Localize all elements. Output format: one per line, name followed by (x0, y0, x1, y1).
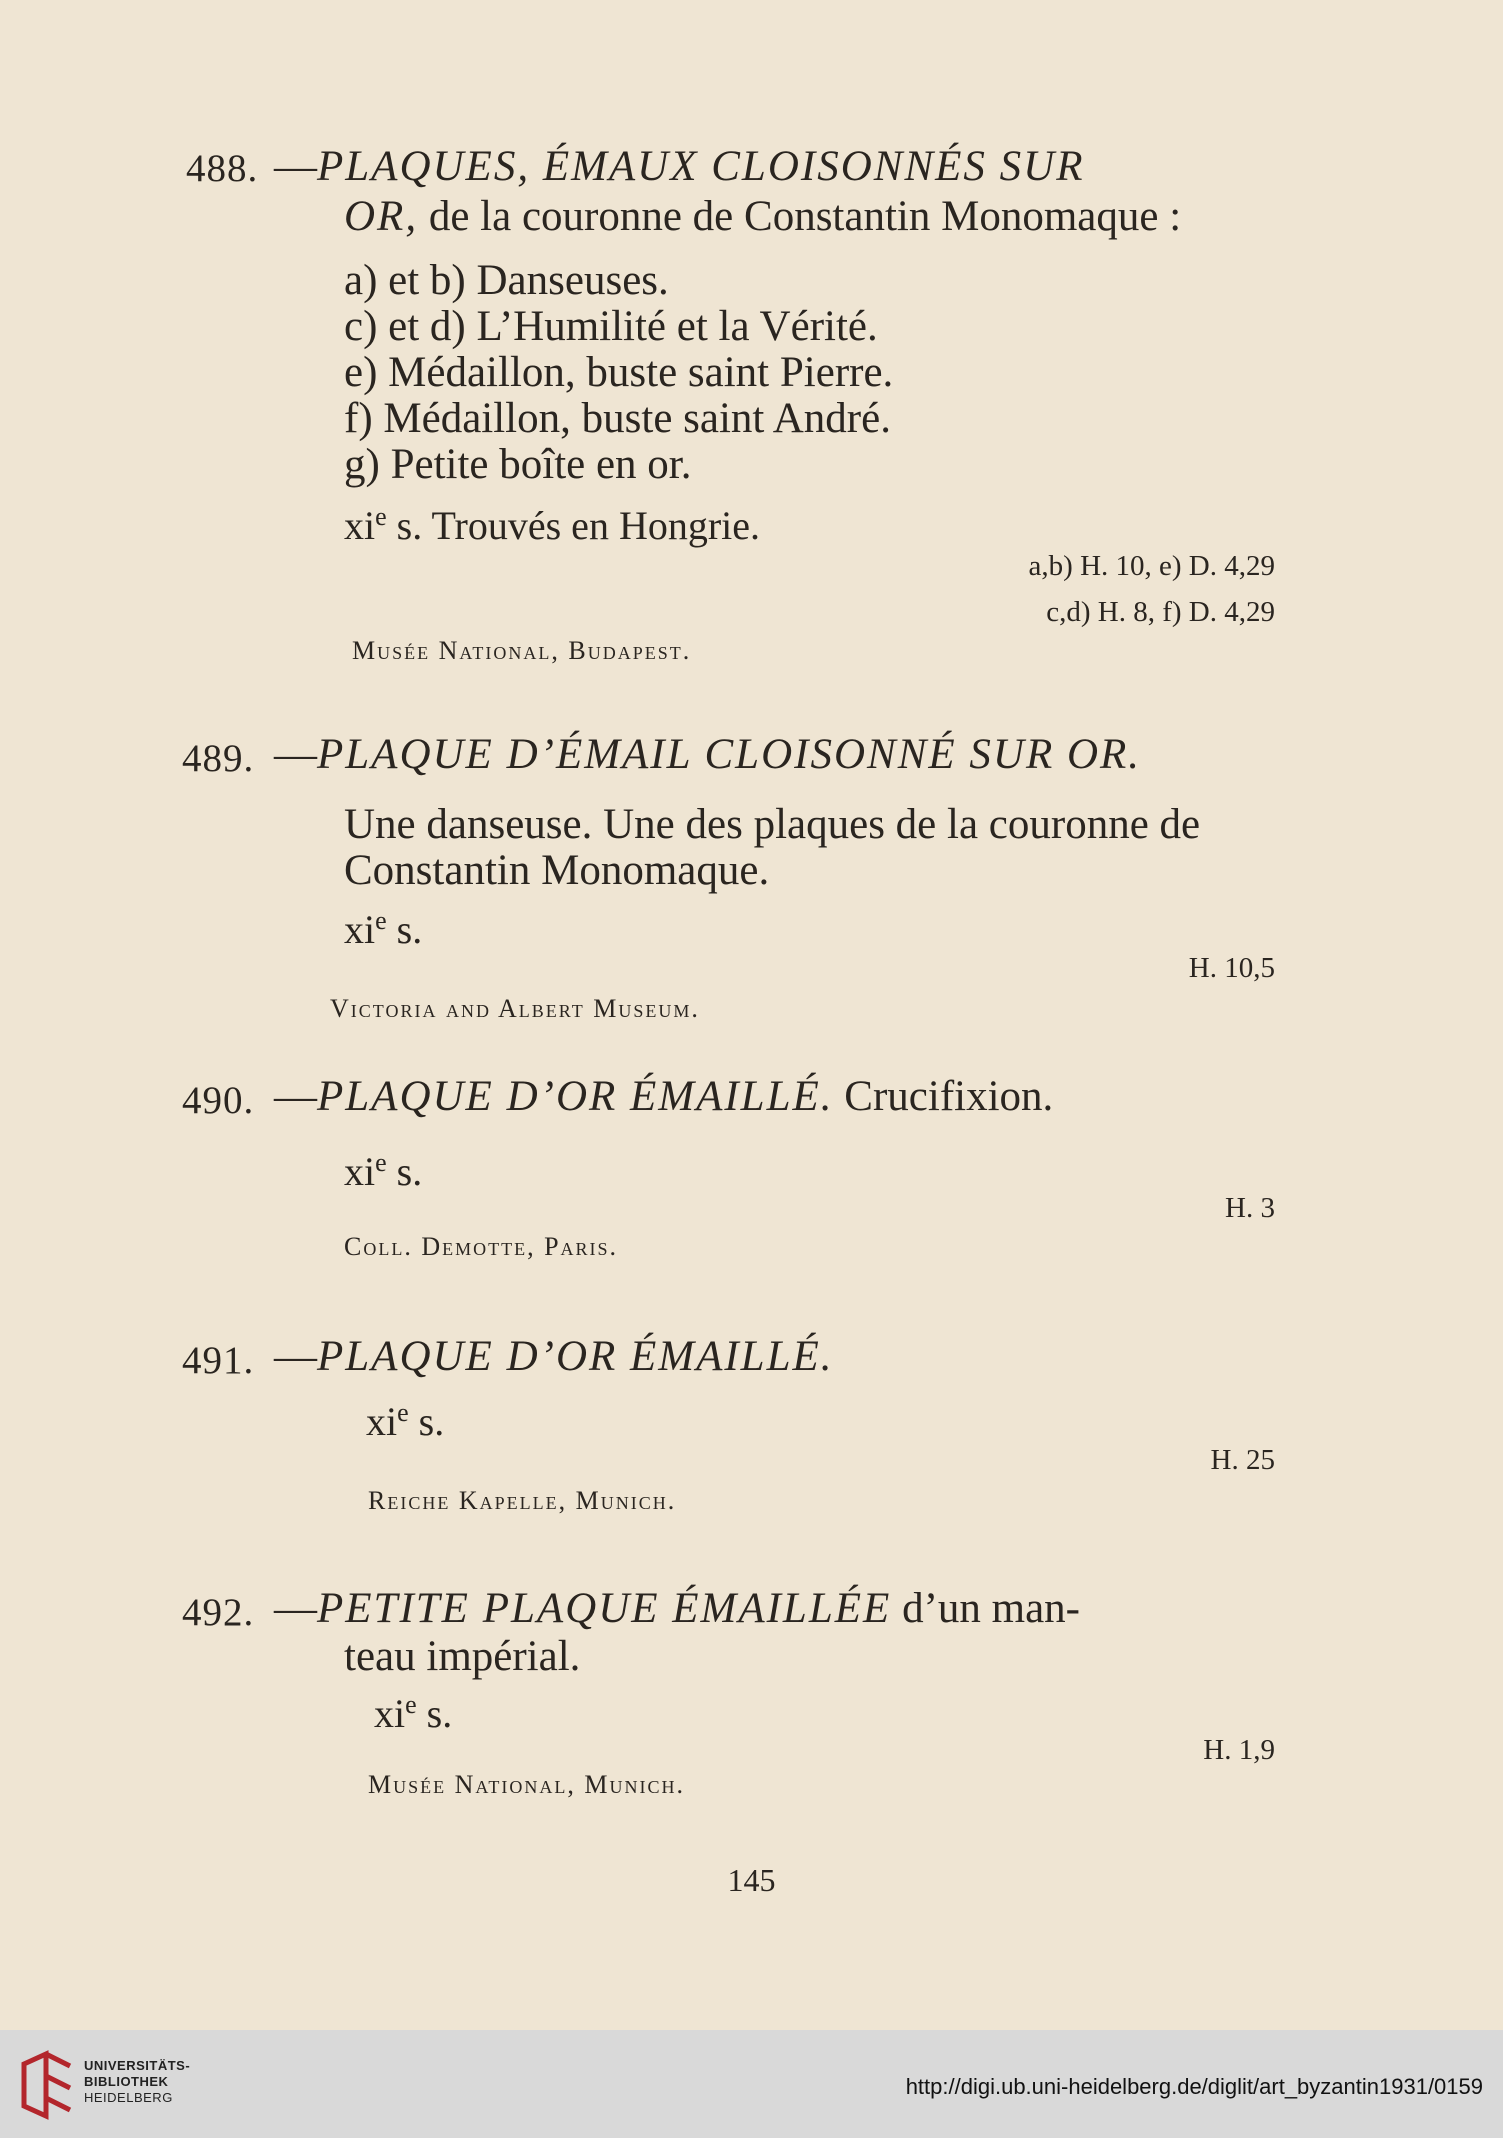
entry-measure: H. 10,5 (1188, 952, 1275, 984)
list-item: c) et d) L’Humilité et la Vérité. (344, 303, 878, 350)
entry-title-line2: OR, de la couronne de Constantin Monomaque : (344, 193, 1182, 240)
entry-number: 489. (182, 737, 255, 780)
entry-description: Constantin Monomaque. (344, 847, 770, 894)
entry-measure: H. 25 (1210, 1444, 1275, 1476)
entry-measure: H. 1,9 (1203, 1734, 1275, 1766)
entry-location: Musée National, Budapest. (352, 636, 692, 665)
entry-date: $xi^e$ s. (374, 1690, 453, 1736)
entry-date: $xi^e$ s. (344, 906, 423, 952)
entry-title-line2: teau impérial. (344, 1633, 581, 1680)
footer-bar (0, 2030, 1503, 2138)
entry-measure: c,d) H. 8, f) D. 4,29 (1046, 596, 1275, 628)
source-url-link[interactable]: http://digi.ub.uni-heidelberg.de/diglit/art_byzantin1931/0159 (905, 2074, 1483, 2099)
entry-number: 492. (182, 1591, 255, 1634)
entry-measure: a,b) H. 10, e) D. 4,29 (1028, 550, 1275, 582)
entry-title: —PLAQUE D’OR ÉMAILLÉ. Crucifixion. (274, 1073, 1054, 1120)
entry-title: —PLAQUE D’OR ÉMAILLÉ. (274, 1333, 834, 1380)
entry-number: 488. (186, 147, 259, 190)
entry-number: 490. (182, 1079, 255, 1122)
entry-title: —PLAQUE D’ÉMAIL CLOISONNÉ SUR OR. (274, 731, 1142, 778)
entry-title: —PLAQUES, ÉMAUX CLOISONNÉS SUR (274, 143, 1085, 190)
entry-location: Coll. Demotte, Paris. (344, 1232, 619, 1261)
entry-description: Une danseuse. Une des plaques de la couronne de (344, 801, 1201, 848)
entry-date: $xi^e$ s. (366, 1398, 445, 1444)
list-item: f) Médaillon, buste saint André. (344, 395, 891, 442)
library-name: UNIVERSITÄTS- BIBLIOTHEK HEIDELBERG (84, 2058, 191, 2105)
entry-number: 491. (182, 1339, 255, 1382)
list-item: g) Petite boîte en or. (344, 441, 692, 488)
entry-date: $xi^e$ s. Trouvés en Hongrie. (344, 502, 761, 548)
entry-location: Victoria and Albert Museum. (330, 994, 700, 1023)
entry-date: $xi^e$ s. (344, 1148, 423, 1194)
list-item: a) et b) Danseuses. (344, 257, 669, 304)
entry-measure: H. 3 (1225, 1192, 1275, 1224)
list-item: e) Médaillon, buste saint Pierre. (344, 349, 894, 396)
entry-location: Reiche Kapelle, Munich. (368, 1486, 677, 1515)
page-number: 145 (727, 1862, 776, 1898)
library-logo-icon (16, 2050, 80, 2120)
entry-location: Musée National, Munich. (368, 1770, 685, 1799)
entry-title: —PETITE PLAQUE ÉMAILLÉE d’un man- (274, 1585, 1080, 1632)
